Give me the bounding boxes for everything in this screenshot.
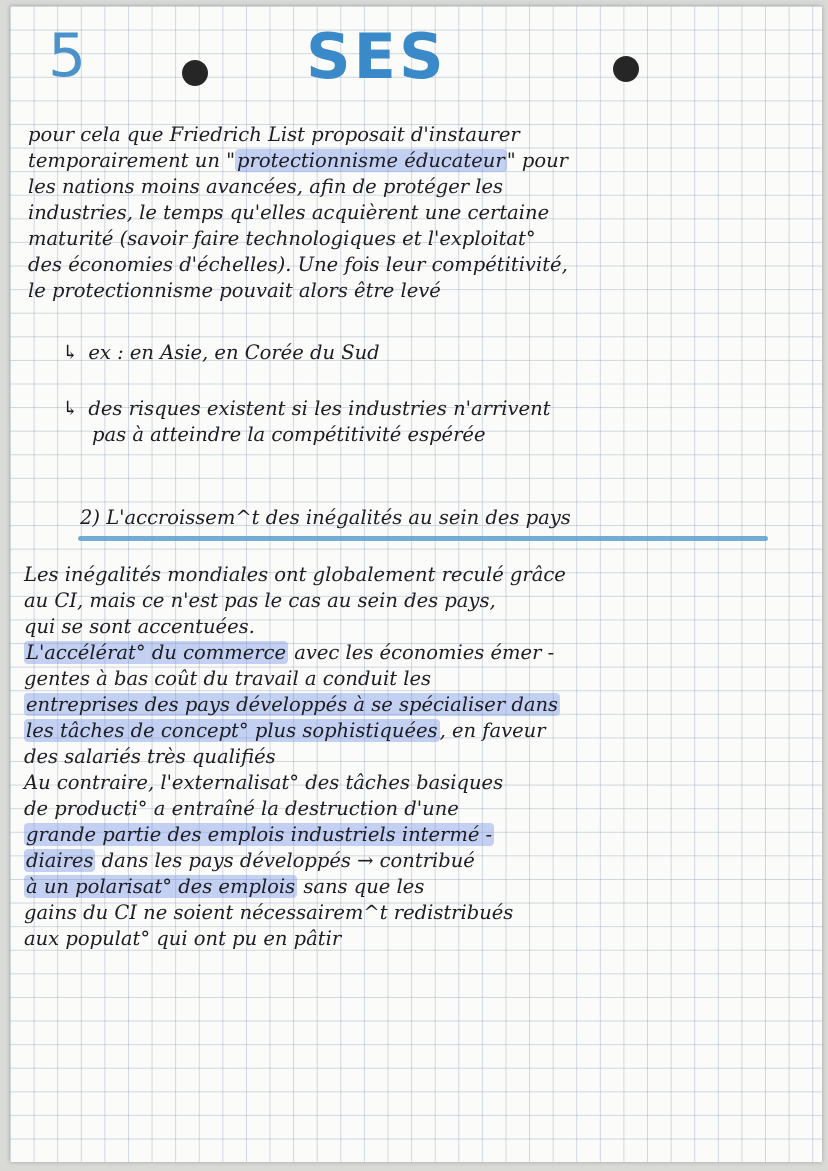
section-heading: 2) L'accroissem^t des inégalités au sein des pays (80, 506, 571, 529)
text-segment: , en faveur (439, 719, 546, 742)
text-line: industries, le temps qu'elles acquièrent une certaine (28, 201, 550, 224)
bullet-text: des risques existent si les industries n'arrivent (88, 397, 551, 420)
text-segment: sans que les (297, 875, 425, 898)
bullet-text: ex : en Asie, en Corée du Sud (88, 341, 380, 364)
text-line: gentes à bas coût du travail a conduit les (24, 667, 432, 690)
text-line: Les inégalités mondiales ont globalement reculé grâce (24, 563, 566, 586)
highlight: diaires (26, 849, 94, 872)
text-segment: dans les pays développés → contribué (95, 849, 475, 872)
highlight: entreprises des pays développés à se spécialiser dans (26, 693, 559, 716)
bullet-example (62, 340, 380, 366)
text-line: gains du CI ne soient nécessairem^t redistribués (24, 901, 514, 924)
text-line: pour cela que Friedrich List proposait d'instaurer (28, 123, 520, 146)
bullet-risk (62, 396, 550, 422)
arrow-icon: ↳ (62, 397, 79, 420)
text-line: les nations moins avancées, afin de protéger les (28, 175, 504, 198)
highlight: à un polarisat° des emplois (26, 875, 296, 898)
text-line: au CI, mais ce n'est pas le cas au sein des pays, (24, 589, 496, 612)
page-number: 5 (48, 21, 87, 91)
text-line: qui se sont accentuées. (24, 615, 255, 638)
bullet-risk-continued: pas à atteindre la compétitivité espérée (92, 423, 486, 446)
text-line (24, 848, 475, 874)
text-line (24, 718, 546, 744)
text-line: le protectionnisme pouvait alors être levé (28, 279, 441, 302)
text-line: maturité (savoir faire technologiques et l'exploitat° (28, 227, 536, 250)
heading-underline (78, 536, 768, 541)
arrow-icon: ↳ (62, 341, 79, 364)
highlight: protectionnisme éducateur (237, 149, 505, 172)
text-line: des économies d'échelles). Une fois leur compétitivité, (28, 253, 568, 276)
text-line: aux populat° qui ont pu en pâtir (24, 927, 342, 950)
text-line: Au contraire, l'externalisat° des tâches basiques (24, 771, 504, 794)
text-line: temporairement un " protectionnisme éducateur " pour (28, 149, 568, 172)
text-line (24, 640, 554, 666)
page-title: SES (306, 20, 447, 93)
text-line: des salariés très qualifiés (24, 745, 276, 768)
highlight: les tâches de concept° plus sophistiquées (26, 719, 438, 742)
punch-hole-right (613, 56, 639, 82)
text-segment: avec les économies émer - (288, 641, 555, 664)
punch-hole-left (182, 60, 208, 86)
text-line (24, 874, 424, 900)
text-line: de producti° a entraîné la destruction d'une (24, 797, 459, 820)
highlight: grande partie des emplois industriels intermé - (26, 823, 493, 846)
text-line (24, 822, 494, 848)
highlight: L'accélérat° du commerce (26, 641, 287, 664)
text-line (24, 692, 560, 718)
